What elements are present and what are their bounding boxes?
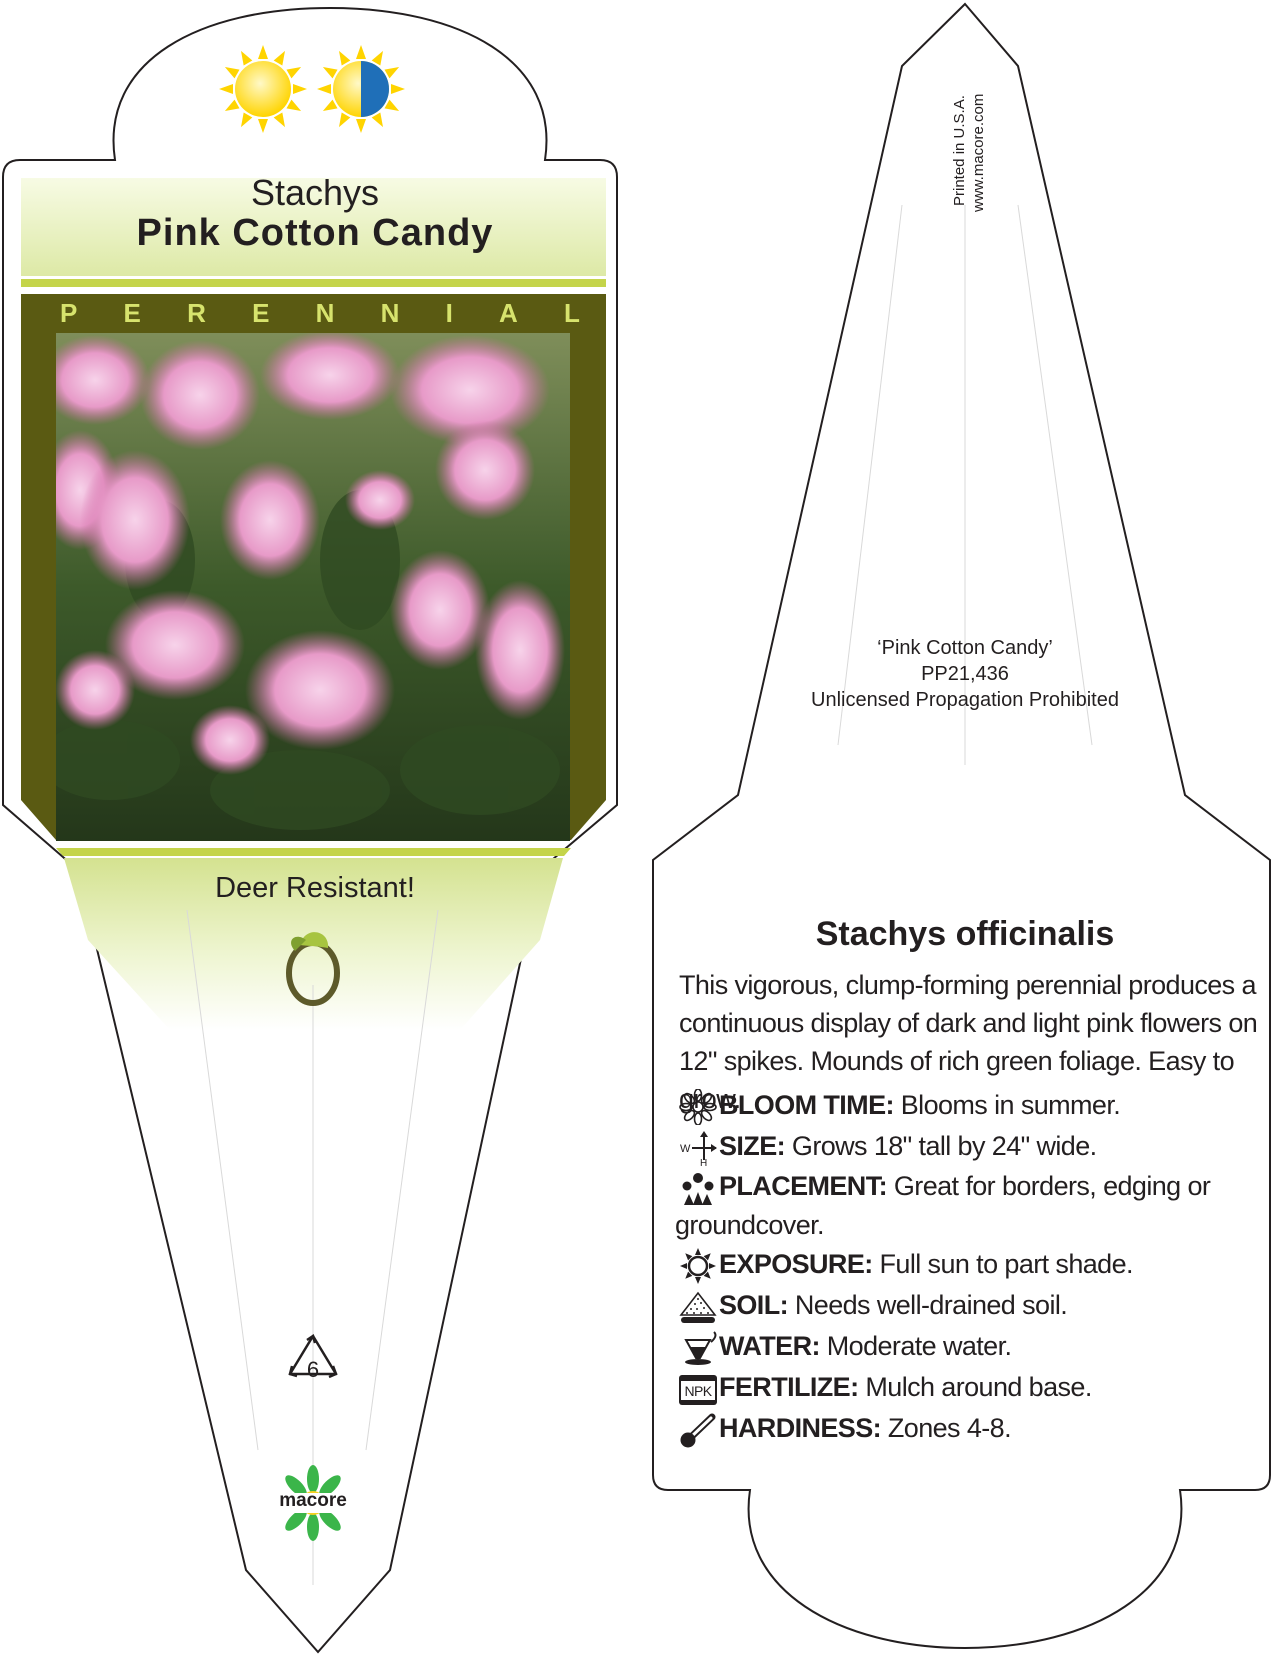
- botanical-name: Stachys officinalis: [815, 915, 1115, 953]
- bloom-label: BLOOM TIME:: [719, 1090, 894, 1120]
- npk-text: NPK: [684, 1382, 712, 1399]
- patent-info: [720, 635, 1210, 713]
- placement-label: PLACEMENT:: [719, 1171, 887, 1201]
- category-letter: E: [123, 298, 141, 328]
- category-letter: N: [380, 298, 400, 328]
- printed-country: Printed in U.S.A.: [951, 95, 968, 206]
- printed-website: www.macore.com: [970, 93, 987, 212]
- height-letter: H: [700, 1157, 707, 1166]
- brand-name: macore: [279, 1490, 347, 1511]
- plant-category: [60, 298, 580, 329]
- plant-genus: Stachys: [250, 172, 380, 213]
- category-letter: R: [187, 298, 206, 328]
- size-arrows-icon: [677, 1130, 719, 1166]
- soil-text: Needs well-drained soil.: [788, 1289, 1068, 1320]
- category-letter: L: [564, 298, 580, 328]
- fertilize-label: FERTILIZE:: [719, 1371, 859, 1402]
- care-fertilize: [677, 1367, 1277, 1408]
- patent-cultivar: ‘Pink Cotton Candy’: [877, 637, 1053, 659]
- care-water: [677, 1326, 1277, 1367]
- npk-fertilizer-icon: [677, 1371, 719, 1407]
- water-label: WATER:: [719, 1330, 820, 1361]
- water-text: Moderate water.: [819, 1330, 1012, 1361]
- placement-text-continued: groundcover.: [675, 1209, 824, 1240]
- category-letter: A: [499, 298, 518, 328]
- placement-text: Great for borders, edging or: [887, 1171, 1211, 1201]
- soil-label: SOIL:: [719, 1289, 788, 1320]
- bloom-text: Blooms in summer.: [893, 1090, 1121, 1120]
- patent-number: PP21,436: [921, 663, 1009, 685]
- soil-pile-icon: [677, 1289, 719, 1325]
- category-letter: N: [315, 298, 335, 328]
- hardiness-text: Zones 4-8.: [881, 1412, 1011, 1443]
- lime-rule-top: [21, 279, 606, 287]
- exposure-text: Full sun to part shade.: [872, 1248, 1133, 1279]
- patent-notice: Unlicensed Propagation Prohibited: [811, 689, 1119, 711]
- care-placement: [677, 1167, 1277, 1244]
- care-size: [677, 1126, 1277, 1167]
- size-text: Grows 18" tall by 24" wide.: [785, 1131, 1097, 1161]
- thermometer-icon: [677, 1412, 719, 1448]
- placement-flowers-icon: [677, 1170, 719, 1206]
- category-letter: P: [60, 298, 78, 328]
- feature-callout: Deer Resistant!: [215, 872, 415, 904]
- care-info: [677, 1085, 1277, 1449]
- watering-can-icon: [677, 1330, 719, 1366]
- printed-info: [951, 52, 987, 212]
- exposure-label: EXPOSURE:: [719, 1248, 873, 1279]
- plant-cultivar-name: Pink Cotton Candy: [136, 212, 494, 254]
- sun-outline-icon: [677, 1248, 719, 1284]
- lime-rule-bottom: [56, 848, 571, 856]
- fertilize-text: Mulch around base.: [858, 1371, 1092, 1402]
- plant-description: This vigorous, clump-forming perennial produces a continuous display of dark and light pink flowers on 12" spikes. Mounds of rich green foliage. Easy to grow.: [679, 970, 1258, 1114]
- plant-photo: [40, 330, 570, 841]
- category-letter: E: [252, 298, 270, 328]
- hardiness-label: HARDINESS:: [719, 1412, 882, 1443]
- care-soil: [677, 1285, 1277, 1326]
- size-label: SIZE:: [719, 1131, 786, 1161]
- care-hardiness: [677, 1408, 1277, 1449]
- flower-icon: [677, 1089, 719, 1125]
- care-bloom: [677, 1085, 1277, 1126]
- width-letter: W: [680, 1142, 690, 1155]
- care-exposure: [677, 1244, 1277, 1285]
- category-letter: I: [445, 298, 453, 328]
- recycle-number: 6: [306, 1357, 320, 1382]
